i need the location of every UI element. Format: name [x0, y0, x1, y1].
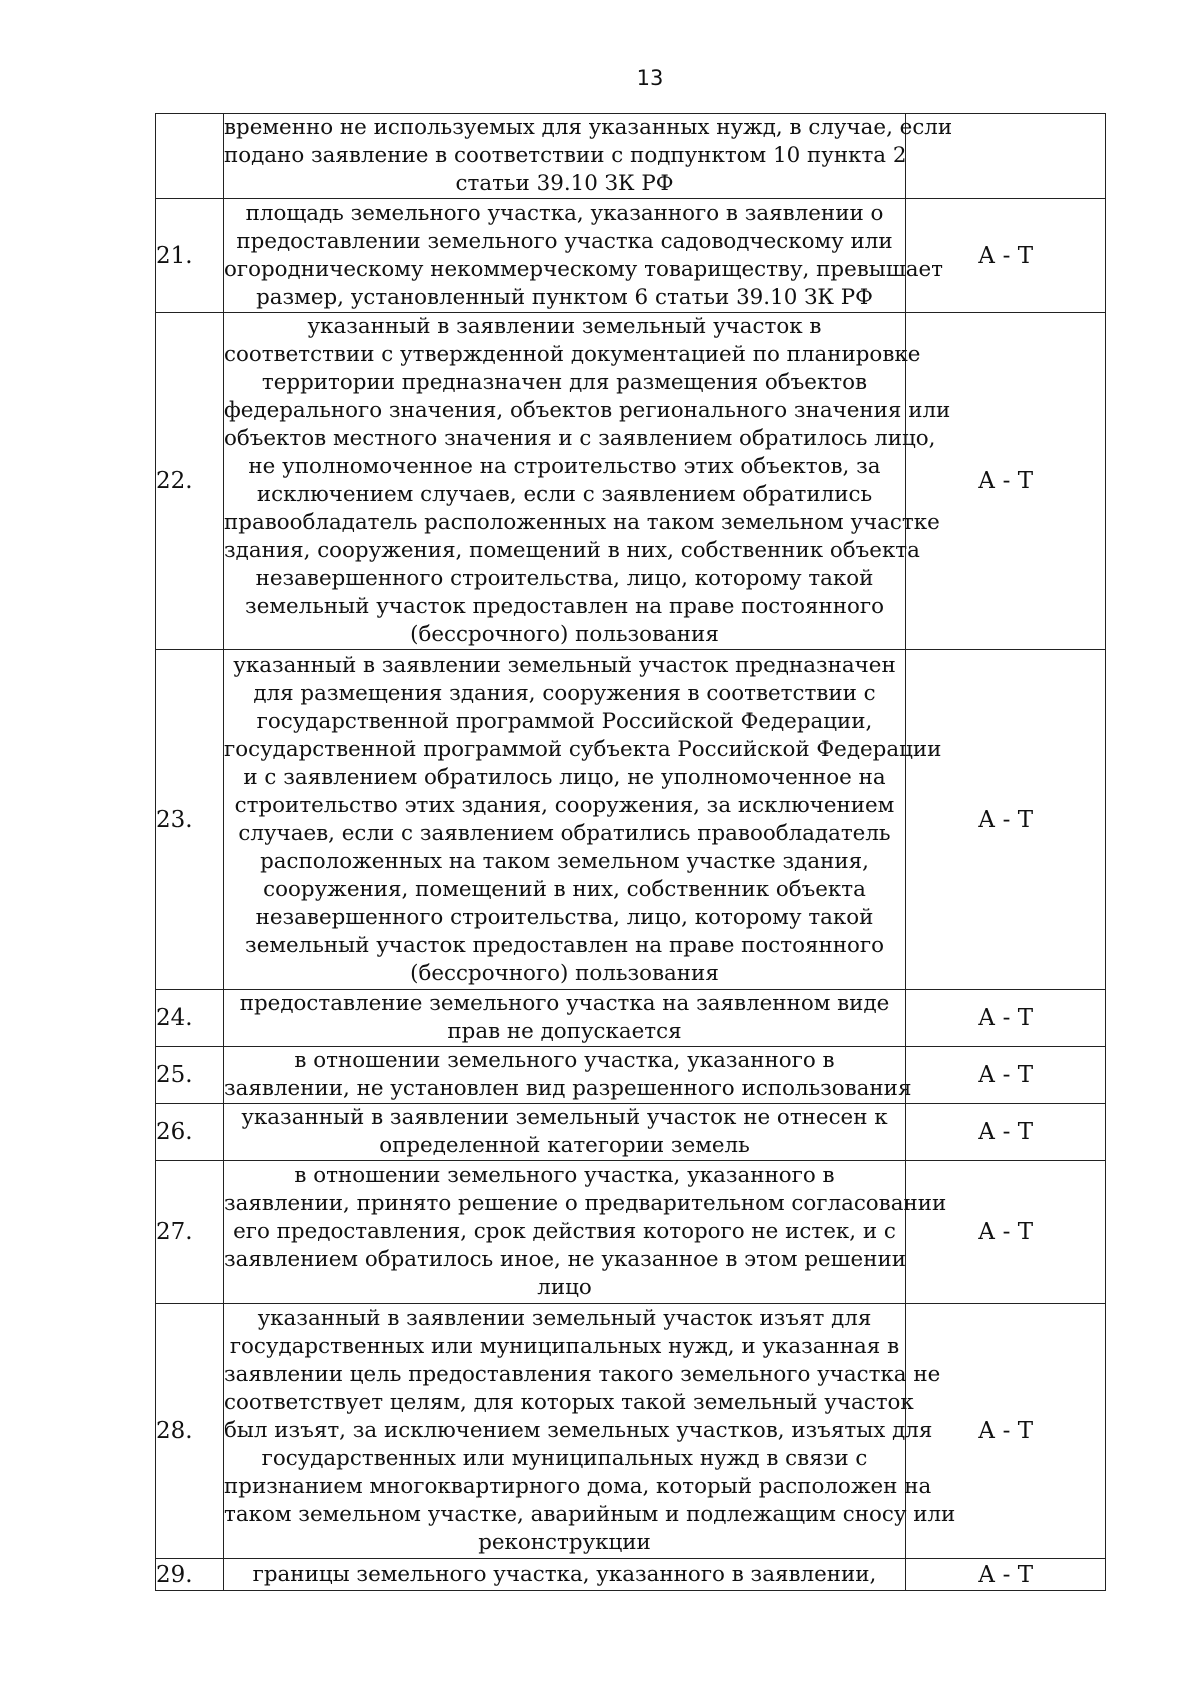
- text-line: предоставлении земельного участка садоводческому или: [236, 228, 893, 254]
- text-line: соответствует целям, для которых такой земельный участок: [224, 1390, 914, 1415]
- text-line: заявлении, принято решение о предварительном согласовании: [224, 1191, 947, 1216]
- row-code: А - Т: [906, 650, 1106, 990]
- row-text: [224, 1559, 906, 1591]
- row-number: 29.: [156, 1559, 224, 1591]
- table-row: [156, 1047, 1106, 1104]
- row-text: [224, 650, 942, 990]
- row-text: [224, 1104, 906, 1161]
- row-number: 23.: [156, 650, 224, 990]
- text-line: предоставление земельного участка на заявленном виде: [239, 991, 890, 1016]
- text-line: границы земельного участка, указанного в заявлении,: [252, 1561, 877, 1587]
- row-number: 27.: [156, 1161, 224, 1304]
- text-line: лицо: [537, 1275, 592, 1300]
- row-text: [224, 1161, 947, 1304]
- text-line: признанием многоквартирного дома, который расположен на: [224, 1474, 932, 1499]
- row-text: [224, 199, 943, 313]
- text-line: незавершенного строительства, лицо, которому такой: [255, 566, 874, 591]
- text-line: государственных или муниципальных нужд в связи с: [261, 1446, 868, 1471]
- text-line: незавершенного строительства, лицо, которому такой: [255, 904, 874, 930]
- text-line: заявлением обратилось иное, не указанное в этом решении: [224, 1247, 906, 1272]
- table-body: [156, 114, 1106, 1591]
- table-row: [156, 1161, 1106, 1304]
- text-line: указанный в заявлении земельный участок изъят для: [257, 1306, 872, 1331]
- table-row: [156, 650, 1106, 990]
- text-line: не уполномоченное на строительство этих объектов, за: [248, 454, 881, 479]
- text-line: правообладатель расположенных на таком земельном участке: [224, 510, 940, 535]
- row-code: А - Т: [906, 1304, 1106, 1559]
- text-line: указанный в заявлении земельный участок в: [307, 314, 822, 339]
- text-line: реконструкции: [478, 1530, 651, 1555]
- text-line: земельный участок предоставлен на праве постоянного: [245, 594, 884, 619]
- row-number: 21.: [156, 199, 224, 313]
- text-line: случаев, если с заявлением обратились правообладатель: [238, 820, 891, 846]
- row-code: А - Т: [906, 1047, 1106, 1104]
- text-line: сооружения, помещений в них, собственник объекта: [263, 876, 866, 902]
- row-text: [224, 1304, 956, 1559]
- text-line: (бессрочного) пользования: [410, 622, 719, 647]
- text-line: был изъят, за исключением земельных участков, изъятых для: [224, 1418, 933, 1443]
- table-row: [156, 114, 1106, 199]
- text-line: в отношении земельного участка, указанного в: [294, 1163, 835, 1188]
- row-text: [224, 313, 951, 650]
- row-text: [224, 1047, 912, 1104]
- table-row: [156, 1104, 1106, 1161]
- text-line: и с заявлением обратилось лицо, не уполномоченное на: [243, 764, 886, 790]
- text-line: строительство этих здания, сооружения, за исключением: [234, 792, 895, 818]
- text-line: (бессрочного) пользования: [410, 960, 719, 986]
- row-code: А - Т: [906, 313, 1106, 650]
- row-number: 24.: [156, 990, 224, 1047]
- row-number: 22.: [156, 313, 224, 650]
- table-row: [156, 1304, 1106, 1559]
- text-line: размер, установленный пунктом 6 статьи 39.10 ЗК РФ: [256, 284, 873, 310]
- text-line: федерального значения, объектов регионального значения или: [224, 398, 951, 423]
- text-line: государственной программой Российской Федерации,: [256, 708, 873, 734]
- row-number: 28.: [156, 1304, 224, 1559]
- row-number: [156, 114, 224, 199]
- refusal-grounds-table: [155, 113, 1106, 1591]
- text-line: таком земельном участке, аварийным и подлежащим сносу или: [224, 1502, 956, 1527]
- row-text: [224, 990, 906, 1047]
- text-line: заявлении, не установлен вид разрешенного использования: [224, 1076, 912, 1101]
- row-code: А - Т: [906, 1559, 1106, 1591]
- text-line: объектов местного значения и с заявлением обратилось лицо,: [224, 426, 936, 451]
- page-number: 13: [636, 66, 664, 90]
- row-code: А - Т: [906, 990, 1106, 1047]
- text-line: земельный участок предоставлен на праве постоянного: [245, 932, 884, 958]
- text-line: площадь земельного участка, указанного в заявлении о: [245, 200, 884, 226]
- text-line: указанный в заявлении земельный участок предназначен: [233, 652, 896, 678]
- text-line: для размещения здания, сооружения в соответствии с: [253, 680, 876, 706]
- text-line: указанный в заявлении земельный участок не отнесен к: [241, 1105, 888, 1130]
- row-code: А - Т: [906, 1104, 1106, 1161]
- text-line: территории предназначен для размещения объектов: [261, 370, 868, 395]
- text-line: государственной программой субъекта Российской Федерации: [224, 736, 942, 762]
- row-code: А - Т: [906, 1161, 1106, 1304]
- text-line: временно не используемых для указанных нужд, в случае, если: [224, 115, 953, 140]
- row-number: 25.: [156, 1047, 224, 1104]
- text-line: заявлении цель предоставления такого земельного участка не: [224, 1362, 941, 1387]
- text-line: в отношении земельного участка, указанного в: [294, 1048, 835, 1073]
- text-line: его предоставления, срок действия которого не истек, и с: [233, 1219, 896, 1244]
- text-line: подано заявление в соответствии с подпунктом 10 пункта 2: [224, 143, 907, 168]
- table-row: [156, 199, 1106, 313]
- text-line: прав не допускается: [447, 1019, 682, 1044]
- row-code: А - Т: [906, 199, 1106, 313]
- table-row: [156, 313, 1106, 650]
- text-line: определенной категории земель: [379, 1133, 750, 1158]
- table-row: [156, 990, 1106, 1047]
- row-number: 26.: [156, 1104, 224, 1161]
- text-line: здания, сооружения, помещений в них, собственник объекта: [224, 538, 920, 563]
- text-line: огородническому некоммерческому товариществу, превышает: [224, 256, 943, 282]
- table-row: [156, 1559, 1106, 1591]
- text-line: статьи 39.10 ЗК РФ: [455, 171, 674, 196]
- text-line: государственных или муниципальных нужд, и указанная в: [229, 1334, 900, 1359]
- text-line: исключением случаев, если с заявлением обратились: [256, 482, 873, 507]
- text-line: расположенных на таком земельном участке здания,: [260, 848, 869, 874]
- text-line: соответствии с утвержденной документацией по планировке: [224, 342, 921, 367]
- row-text: [224, 114, 953, 199]
